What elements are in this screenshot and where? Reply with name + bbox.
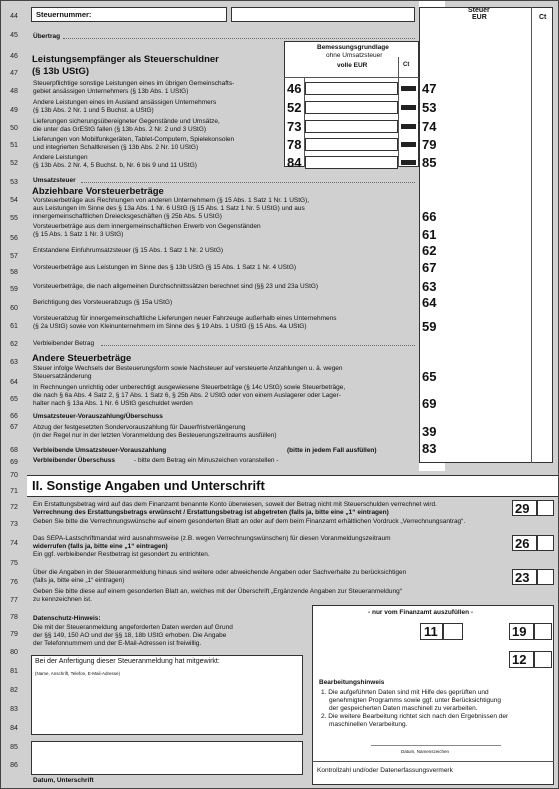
vorsteuer-line: Vorsteuerbeträge aus Rechnungen von anderen Unternehmern (§ 15 Abs. 1 Satz 1 Nr. 1 UStG),: [33, 197, 310, 204]
row13b-line2: (§ 13b Abs. 2 Nr. 1 und 5 Buchst. a UStG): [33, 107, 154, 114]
steuernummer-field[interactable]: [231, 7, 415, 22]
uebertrag-label: Übertrag: [33, 33, 61, 40]
kz-right: 53: [422, 100, 437, 115]
ct-blocked: [401, 160, 416, 165]
sepa-line3: Ein ggf. verbleibender Restbetrag ist gesondert zu entrichten.: [33, 551, 210, 558]
row-number: 58: [10, 269, 18, 276]
row-number: 57: [10, 253, 18, 260]
row-number: 64: [10, 379, 18, 386]
kz-26: 26: [515, 536, 530, 551]
row-number: 63: [10, 359, 18, 366]
umsatzsteuer-label: Umsatzsteuer: [33, 177, 76, 184]
kz-andere: 65: [422, 369, 437, 384]
bemessung-header2: ohne Umsatzsteuer: [326, 52, 383, 59]
row-number: 61: [10, 323, 18, 330]
bemessung-field[interactable]: [305, 156, 398, 169]
ct-blocked: [401, 142, 416, 147]
field-23[interactable]: [537, 569, 554, 585]
kz-andere: 69: [422, 396, 437, 411]
section-13b-subtitle: (§ 13b UStG): [32, 66, 90, 77]
row-number: 51: [10, 142, 18, 149]
andere-line: Steuer infolge Wechsels der Besteuerungsform sowie Nachsteuer auf versteuerte Anzahlungen u. ä. wegen: [33, 365, 343, 372]
bemessung-header3: volle EUR: [337, 62, 368, 69]
andere-line: die nach § 6a Abs. 4 Satz 2, § 17 Abs. 1 Satz 6, § 25b Abs. 2 UStG oder von einem Auslagerer oder Lager-: [33, 392, 341, 399]
bearbeitung1-line1: 1. Die aufgeführten Daten sind mit Hilfe des geprüften und: [321, 689, 489, 696]
kz-vorsteuer: 59: [422, 319, 437, 334]
kz-right: 74: [422, 119, 437, 134]
row-number: 62: [10, 341, 18, 348]
weitere-line1: Über die Angaben in der Steueranmeldung hinaus sind weitere oder abweichende Angaben oder Sachverhalte zu berücksichtigen: [33, 569, 407, 576]
row-number: 44: [10, 13, 18, 20]
kz-vorsteuer: 66: [422, 209, 437, 224]
row-number: 74: [10, 540, 18, 547]
ct-blocked: [401, 86, 416, 91]
sepa-line2: widerrufen (falls ja, bitte eine „1“ eintragen): [33, 543, 168, 550]
datum-unterschrift-label: Datum, Unterschrift: [33, 777, 94, 784]
kz-39: 39: [422, 424, 437, 439]
bemessung-field[interactable]: [305, 138, 398, 151]
vorsteuer-title: Abziehbare Vorsteuerbeträge: [32, 186, 164, 197]
unterschrift-field[interactable]: [31, 741, 303, 775]
kz-left: 46: [287, 81, 302, 96]
abzug-line2: (in der Regel nur in der letzten Voranmeldung des Besteuerungszeitraums ausfüllen): [33, 432, 277, 439]
bemessung-field[interactable]: [305, 101, 398, 114]
vorsteuer-line: Vorsteuerbeträge, die nach allgemeinen Durchschnittssätzen berechnet sind (§§ 23 und 23a UStG): [33, 283, 319, 290]
section-13b-title: Leistungsempfänger als Steuerschuldner: [32, 54, 219, 65]
vorsteuer-line: (§ 2a UStG) sowie von Kleinunternehmern im Sinne des § 19 Abs. 1 UStG (§ 15 Abs. 4a UStG): [33, 323, 307, 330]
row-number: 86: [10, 762, 18, 769]
kz-right: 85: [422, 155, 437, 170]
verbleibender-ue-label: Verbleibender Überschuss: [33, 457, 116, 464]
ct-blocked: [401, 124, 416, 129]
kz-right: 47: [422, 81, 437, 96]
bearbeitung2-line2: maschinellen Verarbeitung.: [329, 721, 408, 728]
row-number: 75: [10, 560, 18, 567]
kz-right: 79: [422, 137, 437, 152]
kz-11: 11: [424, 624, 438, 639]
row-number: 84: [10, 725, 18, 732]
row-number: 50: [10, 125, 18, 132]
vorsteuer-line: (§ 15 Abs. 1 Satz 1 Nr. 3 UStG): [33, 231, 124, 238]
row13b-line1: Andere Leistungen eines im Ausland ansässigen Unternehmers: [33, 99, 217, 106]
bearbeitung1-line3: der gespeicherten Daten maschinell zu verarbeiten.: [329, 705, 478, 712]
andere-line: Steuersatzänderung: [33, 373, 92, 380]
row13b-line2: gebiet ansässigen Unternehmers (§ 13b Abs. 1 UStG): [33, 88, 189, 95]
verbleibende-vz-label: Verbleibende Umsatzsteuer-Vorauszahlung: [33, 447, 167, 454]
row-number: 82: [10, 687, 18, 694]
row-number: 55: [10, 215, 18, 222]
row13b-line1: Andere Leistungen: [33, 154, 88, 161]
row-number: 70: [10, 472, 18, 479]
vorsteuer-line: Entstandene Einfuhrumsatzsteuer (§ 15 Abs. 1 Satz 1 Nr. 2 UStG): [33, 247, 224, 254]
vorsteuer-line: Vorsteuerabzug für innergemeinschaftliche Lieferungen neuer Fahrzeuge außerhalb eines Unternehmens: [33, 315, 337, 322]
sepa-line1: Das SEPA-Lastschriftmandat wird ausnahmsweise (z.B. wegen Verrechnungswünschen) für diesen Voranmeldungszeitraum: [33, 535, 391, 542]
row-number: 46: [10, 53, 18, 60]
vorsteuer-line: Vorsteuerbeträge aus dem innergemeinschaftlichen Erwerb von Gegenständen: [33, 223, 261, 230]
datenschutz-title: Datenschutz-Hinweis:: [33, 615, 101, 622]
kz-23: 23: [515, 570, 530, 585]
datenschutz-line1: Die mit der Steueranmeldung angeforderten Daten werden auf Grund: [33, 624, 233, 631]
kz-left: 78: [287, 137, 302, 152]
ct-header: Ct: [539, 14, 547, 21]
row-number: 48: [10, 88, 18, 95]
row-number: 81: [10, 668, 18, 675]
erstattung-line2: Verrechnung des Erstattungsbetrags erwünscht / Erstattungsbetrag ist abgetreten (falls ja, bitte eine „1“ eintragen): [33, 509, 389, 516]
kz-vorsteuer: 62: [422, 243, 437, 258]
steuernummer-label: Steuernummer:: [36, 10, 92, 19]
row13b-line1: Lieferungen von Mobilfunkgeräten, Tablet-Computern, Spielekonsolen: [33, 136, 235, 143]
row-number: 67: [10, 424, 18, 431]
steuer-header: Steuer: [468, 7, 490, 14]
row13b-line1: Lieferungen sicherungsübereigneter Gegenstände und Umsätze,: [33, 118, 220, 125]
bearbeitung2-line1: 2. Die weitere Bearbeitung richtet sich nach den Ergebnissen der: [321, 713, 509, 720]
row-number: 80: [10, 649, 18, 656]
vorsteuer-line: aus Leistungen im Sinne des § 13a Abs. 1 Nr. 6 UStG (§ 15 Abs. 1 Satz 1 Nr. 5 UStG) und aus: [33, 205, 305, 212]
kz-vorsteuer: 61: [422, 227, 437, 242]
bearbeitung-title: Bearbeitungshinweis: [319, 679, 385, 686]
row-number: 56: [10, 235, 18, 242]
field-19[interactable]: [534, 623, 552, 640]
row-number: 77: [10, 597, 18, 604]
vorsteuer-line: Vorsteuerbeträge aus Leistungen im Sinne des § 13b UStG (§ 15 Abs. 1 Satz 1 Nr. 4 UStG): [33, 264, 297, 271]
bemessung-field[interactable]: [305, 120, 398, 133]
weitere-line2: (falls ja, bitte eine „1“ eintragen): [33, 577, 125, 584]
field-29[interactable]: [537, 500, 554, 516]
ct-blocked: [401, 105, 416, 110]
erstattung-line3: Geben Sie bitte die Verrechnungswünsche auf einem gesonderten Blatt an oder auf dem beim Finanzamt erhältlichen Vordruck „Verrechnungsantrag“.: [33, 518, 466, 525]
row13b-line2: (§ 13b Abs. 2 Nr. 4, 5 Buchst. b, Nr. 6 bis 9 und 11 UStG): [33, 162, 197, 169]
row-number: 76: [10, 579, 18, 586]
bemessung-ct-header: Ct: [403, 62, 410, 68]
row-number: 53: [10, 179, 18, 186]
kz-83: 83: [422, 441, 437, 456]
row-number: 59: [10, 286, 18, 293]
kz-left: 84: [287, 155, 302, 170]
andere-line: halter nach § 13a Abs. 1 Nr. 6 UStG geschuldet werden: [33, 400, 193, 407]
field-26[interactable]: [537, 535, 554, 551]
datum-namenszeichen: Datum, Namenszeichen: [401, 749, 450, 754]
abzug-line1: Abzug der festgesetzten Sondervorauszahlung für Dauerfristverlängerung: [33, 424, 246, 431]
row-number: 72: [10, 504, 18, 511]
section2-title: II. Sonstige Angaben und Unterschrift: [32, 478, 265, 493]
datenschutz-line3: der Telefonnummern und der E-Mail-Adressen ist freiwillig.: [33, 640, 202, 647]
row-number: 49: [10, 107, 18, 114]
row13b-line1: Steuerpflichtige sonstige Leistungen eines im übrigen Gemeinschafts-: [33, 80, 235, 87]
weitere-line3: Geben Sie bitte diese auf einem gesonderten Blatt an, welches mit der Überschrift „Ergänzende Angaben zur Steueranmeldung“: [33, 588, 402, 595]
kz-vorsteuer: 63: [422, 279, 437, 294]
row-number: 54: [10, 197, 18, 204]
row-number: 78: [10, 614, 18, 621]
eur-header: EUR: [472, 14, 487, 21]
mitgewirkt-label: Bei der Anfertigung dieser Steueranmeldung hat mitgewirkt:: [35, 658, 220, 665]
bitte-angeben: (bitte in jedem Fall ausfüllen): [287, 447, 377, 454]
row-number: 65: [10, 396, 18, 403]
kz-vorsteuer: 64: [422, 295, 437, 310]
vorsteuer-line: innergemeinschaftlichen Dreiecksgeschäften (§ 25b Abs. 5 UStG): [33, 213, 222, 220]
row-number: 73: [10, 521, 18, 528]
erstattung-line1: Ein Erstattungsbetrag wird auf das dem Finanzamt benannte Konto überwiesen, soweit der Betrag nicht mit Steuerschulden verrechnet wird.: [33, 501, 437, 508]
field-12[interactable]: [534, 651, 552, 668]
row-number: 52: [10, 160, 18, 167]
row-number: 79: [10, 631, 18, 638]
kz-12: 12: [512, 652, 527, 667]
row-number: 85: [10, 744, 18, 751]
row-number: 66: [10, 413, 18, 420]
kz-left: 73: [287, 119, 302, 134]
vorsteuer-line: Berichtigung des Vorsteuerabzugs (§ 15a UStG): [33, 299, 173, 306]
kz-left: 52: [287, 100, 302, 115]
row-number: 45: [10, 32, 18, 39]
ueberschuss-label: Umsatzsteuer-Vorauszahlung/Überschuss: [33, 413, 163, 420]
finanzamt-title: - nur vom Finanzamt auszufüllen -: [368, 609, 474, 616]
kz-19: 19: [512, 624, 527, 639]
row13b-line2: die unter das GrEStG fallen (§ 13b Abs. 2 Nr. 2 und 3 UStG): [33, 126, 207, 133]
row-number: 68: [10, 447, 18, 454]
kz-vorsteuer: 67: [422, 260, 437, 275]
row-number: 83: [10, 706, 18, 713]
minus-hint: - bitte dem Betrag ein Minuszeichen voranstellen -: [134, 457, 279, 464]
row13b-line2: und integrierten Schaltkreisen (§ 13b Abs. 2 Nr. 10 UStG): [33, 144, 199, 151]
bearbeitung1-line2: genehmigten Programms sowie ggf. unter Berücksichtigung: [329, 697, 501, 704]
kontrollzahl-label: Kontrollzahl und/oder Datenerfassungsvermerk: [317, 767, 453, 774]
bemessung-header: Bemessungsgrundlage: [317, 44, 389, 51]
steuer-column: [419, 7, 553, 463]
weitere-line4: zu kennzeichnen ist.: [33, 596, 92, 603]
datenschutz-line2: der §§ 149, 150 AO und der §§ 18, 18b UStG erhoben. Die Angabe: [33, 632, 227, 639]
field-11[interactable]: [443, 623, 463, 640]
row-number: 47: [10, 70, 18, 77]
bemessung-field[interactable]: [305, 82, 398, 95]
mitgewirkt-field[interactable]: [31, 655, 303, 735]
verbleibender-betrag-label: Verbleibender Betrag: [33, 340, 95, 347]
andere-line: In Rechnungen unrichtig oder unberechtigt ausgewiesene Steuerbeträge (§ 14c UStG) sowie Steuerbeträge,: [33, 384, 346, 391]
row-number: 60: [10, 305, 18, 312]
row-number: 69: [10, 459, 18, 466]
row-number: 71: [10, 488, 18, 495]
andere-title: Andere Steuerbeträge: [32, 353, 132, 364]
kz-29: 29: [515, 501, 530, 516]
mitgewirkt-sub: (Name, Anschrift, Telefon, E-Mail-Adresse): [35, 671, 120, 676]
